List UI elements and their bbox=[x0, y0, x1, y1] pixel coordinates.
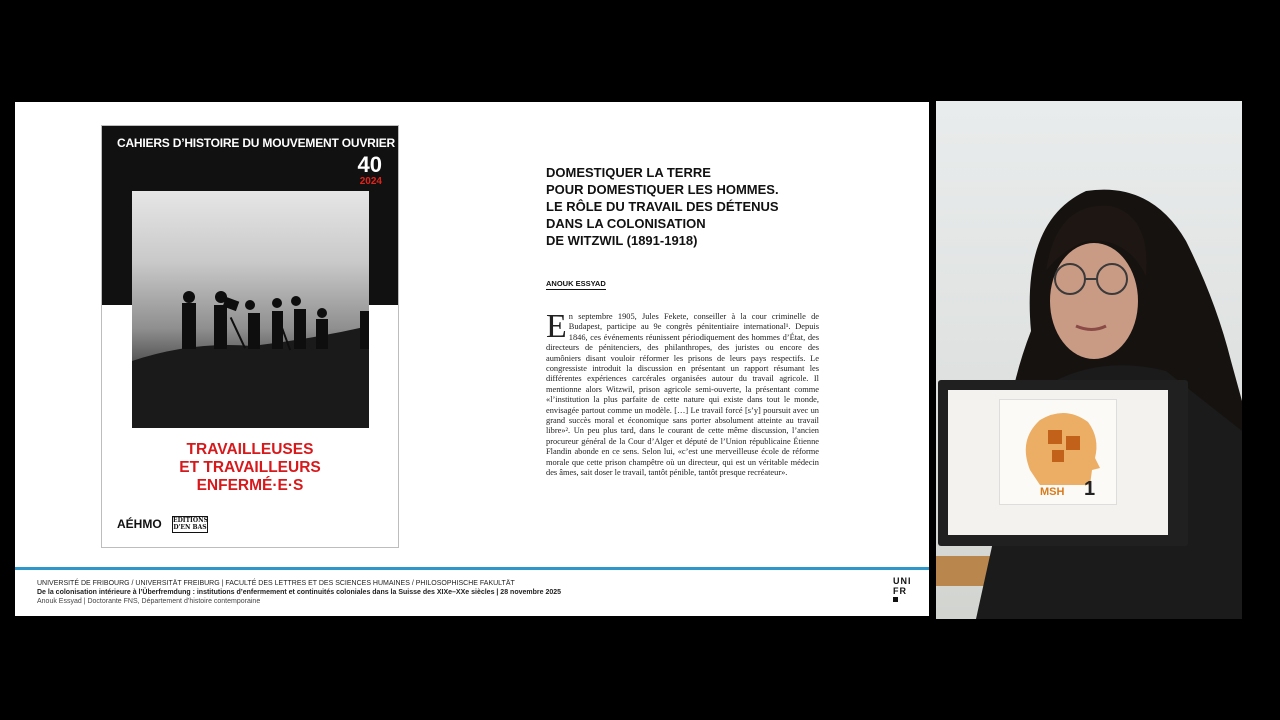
footer-institution: UNIVERSITÉ DE FRIBOURG / UNIVERSITÄT FREIBURG | FACULTÉ DES LETTRES ET DES SCIENCES HUMAINES / PHILOSOPHISCHE FAKULTÄT bbox=[37, 580, 515, 587]
cover-year: 2024 bbox=[359, 176, 382, 187]
publisher-logo: AÉHMO bbox=[117, 517, 162, 531]
unifr-logo-line-1: UNI bbox=[893, 576, 912, 586]
msh-number: 1 bbox=[1084, 478, 1096, 500]
cover-title-line-2: ET TRAVAILLEURS bbox=[179, 459, 321, 476]
workers-silhouette-image bbox=[132, 191, 369, 428]
presentation-slide bbox=[15, 102, 929, 616]
cover-issue-number: 40 bbox=[357, 152, 382, 177]
article-body bbox=[546, 308, 819, 479]
book-cover bbox=[101, 125, 399, 548]
article-title-line-4: DANS LA COLONISATION bbox=[546, 216, 706, 231]
cover-series-title: CAHIERS D’HISTOIRE DU MOUVEMENT OUVRIER bbox=[117, 136, 396, 150]
footer-divider bbox=[15, 567, 929, 570]
msh-slide bbox=[999, 399, 1117, 505]
unifr-logo bbox=[893, 576, 917, 602]
cover-title-line-1: TRAVAILLEUSES bbox=[186, 441, 314, 458]
footer-speaker: Anouk Essyad | Doctorante FNS, Département d’histoire contemporaine bbox=[37, 598, 261, 605]
article-title-line-1: DOMESTIQUER LA TERRE bbox=[546, 165, 711, 180]
laptop-screen bbox=[948, 390, 1168, 535]
edition-logo-line-2: D'EN BAS bbox=[173, 524, 207, 531]
article-page bbox=[546, 102, 821, 516]
unifr-logo-square bbox=[893, 597, 898, 602]
cover-title-line-3: ENFERMÉ·E·S bbox=[196, 477, 304, 494]
article-title-line-5: DE WITZWIL (1891-1918) bbox=[546, 233, 698, 248]
article-title-line-2: POUR DOMESTIQUER LES HOMMES. bbox=[546, 182, 779, 197]
msh-label: MSH bbox=[1040, 486, 1065, 498]
edition-logo-line-1: EDITIONS bbox=[173, 517, 208, 524]
unifr-logo-line-2: FR bbox=[893, 586, 907, 596]
laptop bbox=[938, 380, 1188, 546]
article-title bbox=[546, 164, 821, 249]
article-body-text: n septembre 1905, Jules Fekete, conseiller à la cour criminelle de Budapest, participe au 9e congrès pénitentiaire international¹. Depuis 1846, ces événements réunissent périodiquement des hommes d’État, des directeurs de pénitenciers, des philanthropes, des juristes ou encore des aumôniers disant vouloir réformer les prisons de leurs pays respectifs. Le congressiste introduit la discussion en présentant un rapport résumant les différentes expériences carcérales organisées autour du travail agricole. Il mentionne alors Witzwil, prison agricole semi-ouverte, la présentant comme «l’institution la plus parfaite de cette nature qui existe dans tout le monde, envisagée partout comme un modèle. […] Le travail forcé [s’y] poursuit avec un grand succès moral et économique sans porter absolument atteinte au travail libre»². Un peu plus tard, dans le courant de cette même discussion, l’ancien procureur général de la Cour d’Alger et député de l’Union républicaine Étienne Flandin abonde en ce sens. Selon lui, «c’est une merveilleuse école de réforme morale que cette prison champêtre où un directeur, qui est un véritable médecin des âmes, sait doser le travail, tantôt pénible, tantôt presque recréateur». bbox=[546, 312, 819, 478]
speaker-video-feed bbox=[936, 101, 1242, 619]
article-author: ANOUK ESSYAD bbox=[546, 279, 606, 288]
edition-logo bbox=[172, 516, 208, 533]
cover-photo bbox=[132, 191, 369, 428]
article-dropcap: E bbox=[546, 308, 567, 345]
article-title-line-3: LE RÔLE DU TRAVAIL DES DÉTENUS bbox=[546, 199, 779, 214]
footer-talk-title: De la colonisation intérieure à l’Überfremdung : institutions d’enfermement et continuités coloniales dans la Suisse des XIXe–XXe siècles | 28 novembre 2025 bbox=[37, 589, 562, 596]
